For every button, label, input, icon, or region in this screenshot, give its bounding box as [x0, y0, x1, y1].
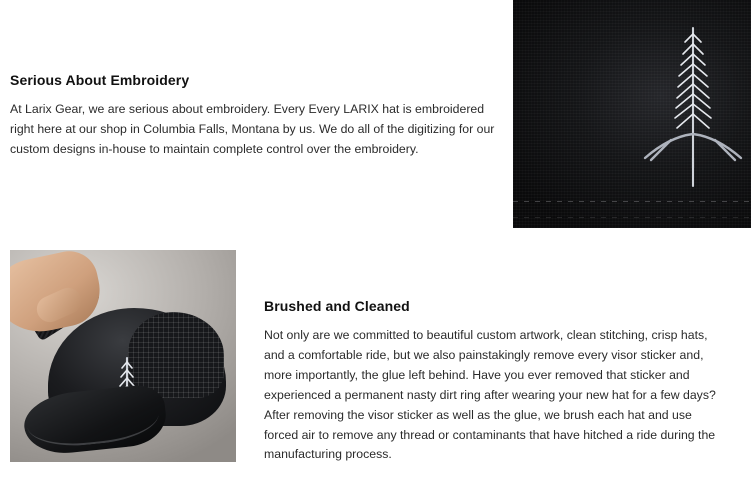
section-brushed-text — [264, 298, 726, 465]
stitch-seam-lower — [513, 217, 751, 218]
section-brushed-title: Brushed and Cleaned — [264, 298, 410, 314]
stitch-seam-upper — [513, 201, 751, 202]
brushed-hat-image — [10, 250, 236, 462]
section-brushed-body: Not only are we committed to beautiful custom artwork, clean stitching, crisp hats, and a comfortable ride, but we also painstakingly remove every visor sticker and, more importantly, the glue left behind. Have you ever removed that sticker and experienced a permanent nasty dirt ring after wearing your new hat for a few days? After removing the visor sticker as well as the glue, we brush each hat and use forced air to remove any thread or contaminants that have hitched a ride during the manufacturing process. — [264, 328, 716, 462]
embroidery-closeup-image — [513, 0, 751, 228]
section-embroidery-body: At Larix Gear, we are serious about embroidery. Every Every LARIX hat is embroidered right here at our shop in Columbia Falls, Montana by us. We do all of the digitizing for our custom designs in-house to maintain complete control over the embroidery. — [10, 102, 495, 156]
larch-tree-logo-icon — [631, 18, 751, 198]
page-title: Serious About Embroidery — [10, 72, 190, 88]
section-embroidery-text — [10, 72, 498, 160]
